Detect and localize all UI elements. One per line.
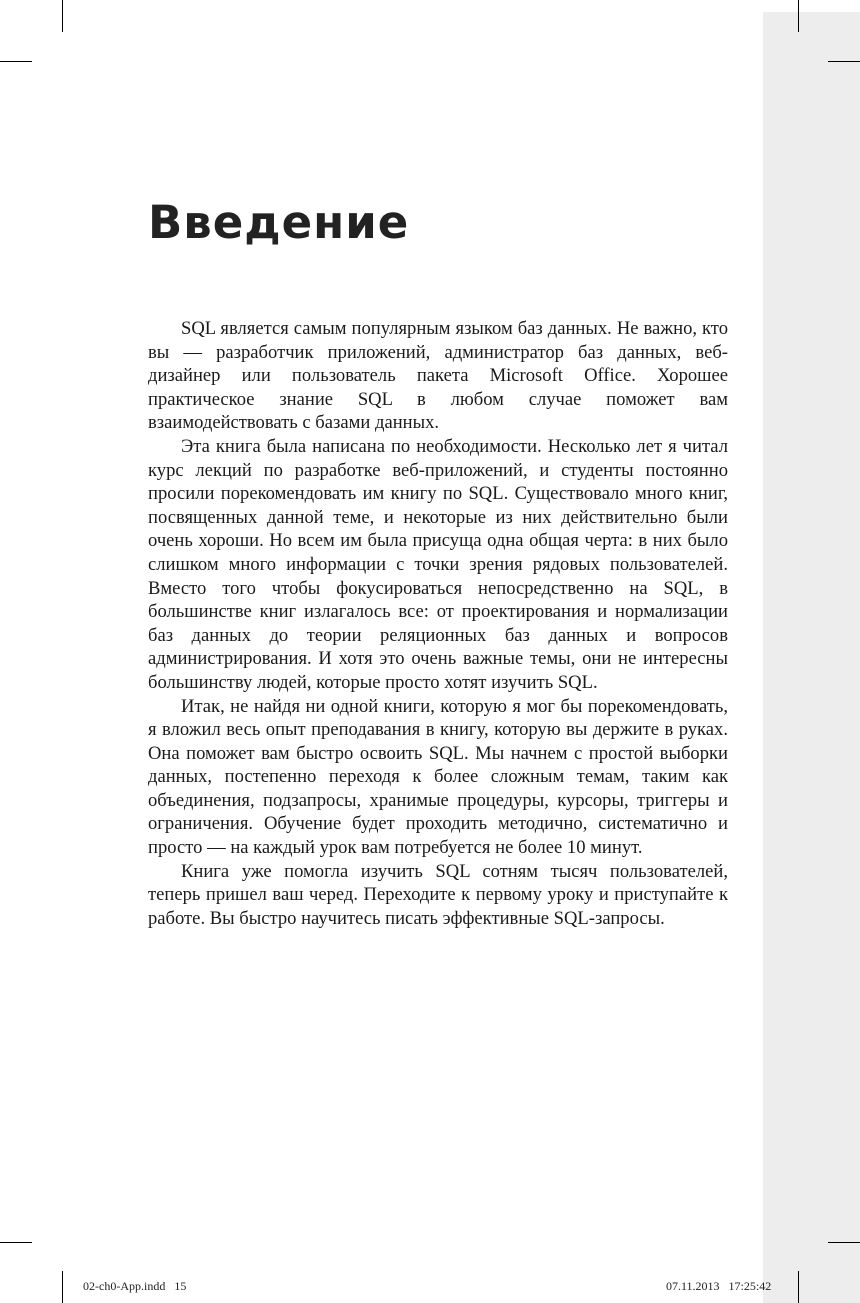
crop-mark bbox=[0, 1242, 32, 1243]
paragraph: SQL является самым популярным языком баз данных. Не важно, кто вы — разработчик приложений, администратор баз данных, веб-дизайнер или пользователь пакета Microsoft Office. Хорошее практическое знание SQL в любом случае поможет вам взаимодействовать с базами данных. bbox=[148, 318, 728, 434]
crop-mark bbox=[0, 61, 32, 62]
footer-file-info: 02-ch0-App.indd 15 bbox=[83, 1279, 187, 1293]
crop-mark bbox=[828, 1242, 860, 1243]
paragraph: Книга уже помогла изучить SQL сотням тысяч пользователей, теперь пришел ваш черед. Переходите к первому уроку и приступайте к работе. Вы быстро научитесь писать эффективные SQL-запросы. bbox=[148, 860, 728, 929]
crop-mark bbox=[828, 61, 860, 62]
crop-mark bbox=[798, 0, 799, 32]
chapter-title: Введение bbox=[148, 196, 410, 249]
crop-mark bbox=[62, 1271, 63, 1303]
paragraph: Итак, не найдя ни одной книги, которую я мог бы порекомендовать, я вложил весь опыт преподавания в книгу, которую вы держите в руках. Она поможет вам быстро освоить SQL. Мы начнем с простой выборки данных, постепенно переходя к более сложным темам, таким как объединения, подзапросы, хранимые процедуры, курсоры, триггеры и ограничения. Обучение будет проходить методично, систематично и просто — на каждый урок вам потребуется не более 10 минут. bbox=[148, 695, 728, 859]
margin-strip bbox=[763, 12, 860, 1303]
footer-timestamp: 07.11.2013 17:25:42 bbox=[666, 1279, 772, 1293]
body-text bbox=[148, 317, 728, 930]
paragraph: Эта книга была написана по необходимости. Несколько лет я читал курс лекций по разработке веб-приложений, и студенты постоянно просили порекомендовать им книгу по SQL. Существовало много книг, посвященных данной теме, и некоторые из них действительно были очень хороши. Но всем им была присуща одна общая черта: в них было слишком много информации с точки зрения рядовых пользователей. Вместо того чтобы фокусироваться непосредственно на SQL, в большинстве книг излагалось все: от проектирования и нормализации баз данных до теории реляционных баз данных и вопросов администрирования. И хотя это очень важные темы, они не интересны большинству людей, которые просто хотят изучить SQL. bbox=[148, 435, 728, 693]
crop-mark bbox=[798, 1271, 799, 1303]
crop-mark bbox=[62, 0, 63, 32]
